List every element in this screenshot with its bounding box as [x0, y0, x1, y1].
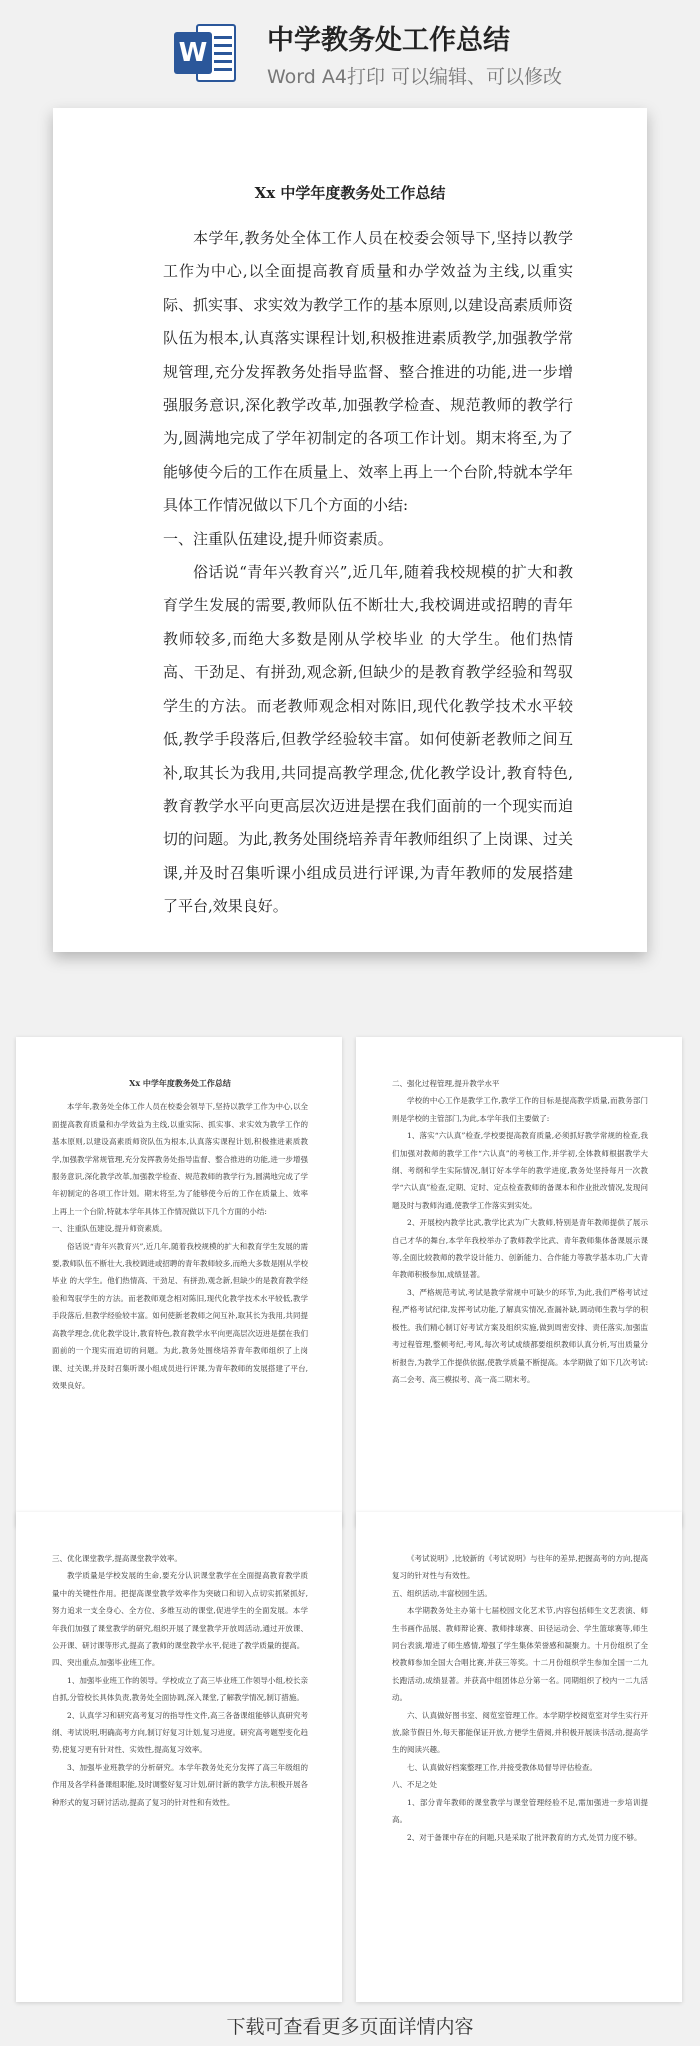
thumbnail-paragraph: 六、认真做好图书室、阅览室管理工作。本学期学校阅览室对学生实行开放,除节假日外,每天都能保证开放,方便学生借阅,并积极开展读书活动,提高学生的阅读兴趣。: [392, 1710, 648, 1755]
document-subtitle: Word A4打印 可以编辑、可以修改: [267, 66, 563, 88]
thumbnail-paragraph: 1、部分青年教师的课堂教学与课堂管理经验不足,需加强进一步培训提高。: [392, 1797, 648, 1825]
body-paragraph: 本学年,教务处全体工作人员在校委会领导下,坚持以教学工作为中心,以全面提高教育质量和办学效益为主线,以重实际、抓实事、求实效为教学工作的基本原则,以建设高素质师资队伍为根本,认真落实课程计划,积极推进素质教学,加强教学常规管理,充分发挥教务处指导监督、整合推进的功能,进一步增强服务意识,深化教学改革,加强教学检查、规范教师的教学行为,圆满地完成了学年初制定的各项工作计划。期末将至,为了能够使今后的工作在质量上、效率上再上一个台阶,特就本学年具体工作情况做以下几个方面的小结:: [163, 229, 573, 515]
page-thumbnail-3[interactable]: [16, 1512, 342, 2002]
page-thumbnail-4[interactable]: [356, 1512, 682, 2002]
thumbnail-heading: 五、组织活动,丰富校园生活。: [392, 1588, 492, 1598]
thumbnail-paragraph: 2、对于备课中存在的问题,只是采取了批评教育的方式,处罚力度不够。: [407, 1832, 642, 1842]
page-thumbnail-2[interactable]: [356, 1037, 682, 1527]
thumbnail-paragraph: 教学质量是学校发展的生命,要充分认识课堂教学在全面提高教育教学质量中的关键性作用。把提高课堂教学效率作为突破口和切入点切实抓紧抓好,努力追求一支全身心、全方位、多维互动的课堂,促进学生的全面发展。本学年我们加强了课堂教学的研究,组织开展了课堂教学开放周活动,通过开放课、公开课、研讨课等形式,提高了教师的课堂教学水平,促进了教学质量的提高。: [52, 1571, 308, 1651]
page-thumbnail-1[interactable]: [16, 1037, 342, 1527]
page-title: Xx 中学年度教务处工作总结: [254, 184, 446, 202]
section-heading: 一、注重队伍建设,提升师资素质。: [163, 529, 393, 548]
thumbnail-body: [52, 1075, 308, 1394]
thumbnail-paragraph: 3、严格规范考试,考试是教学常规中可缺少的环节,为此,我们严格考试过程,严格考试纪律,发挥考试功能,了解真实情况,查漏补缺,调动师生教与学的积极性。我们精心制订好考试方案及组织实施,做到周密安排、责任落实,加强监考过程管理,整顿考纪,考风,每次考试成绩都要组织教师认真分析,写出质量分析报告,为教学工作提供依据,使教学质量不断提高。本学期做了如下几次考试:高二会考、高三模拟考、高一高二期末考。: [392, 1287, 648, 1384]
thumbnail-heading: 四、突出重点,加强毕业班工作。: [52, 1658, 160, 1668]
thumbnail-paragraph: 2、认真学习和研究高考复习的指导性文件,高三各备课组能够认真研究考纲、考试说明,明确高考方向,制订好复习计划,复习进度。研究高考题型变化趋势,使复习更有针对性、实效性,提高复习效率。: [52, 1710, 308, 1755]
thumbnail-paragraph: 3、加强毕业班教学的分析研究。本学年教务处充分发挥了高三年级组的作用及各学科备课组职能,及时调整好复习计划,研讨新的教学方法,积极开展各种形式的复习研讨活动,提高了复习的针对性和有效性。: [52, 1762, 308, 1807]
thumbnail-paragraph: 七、认真做好档案整理工作,并接受教体局督导评估检查。: [407, 1762, 597, 1772]
thumbnail-paragraph: 本学期教务处主办第十七届校园文化艺术节,内容包括师生文艺表演、师生书画作品展、教师辩论赛、教师排球赛、田径运动会、学生篮球赛等,师生同台表演,增进了师生感情,增强了学生集体荣誉感和凝聚力。十月份组织了全校教师参加全国大合唱比赛,并获三等奖。十二月份组织学生参加全国一二九长跑活动,成绩显著。并获高中组团体总分第一名。同期组织了校内一二九活动。: [392, 1606, 648, 1703]
thumbnail-body: [52, 1550, 308, 1811]
thumbnail-paragraph: 学校的中心工作是教学工作,教学工作的目标是提高教学质量,而教务部门则是学校的主管部门,为此,本学年我们主要做了:: [392, 1096, 648, 1123]
thumbnail-body: [392, 1550, 648, 1846]
thumbnail-paragraph: 《考试说明》,比较新的《考试说明》与往年的差异,把握高考的方向,提高复习的针对性与有效性。: [392, 1554, 648, 1581]
thumbnail-paragraph: 2、开展校内教学比武,教学比武为广大教师,特别是青年教师提供了展示自己才华的舞台,本学年我校举办了教师教学比武、青年教师集体备课展示课等,全面比较教师的教学设计能力、创新能力、合作能力等教学基本功,广大青年教师积极参加,成绩显著。: [392, 1218, 648, 1280]
thumbnail-title: Xx 中学年度教务处工作总结: [129, 1078, 231, 1088]
body-paragraph: 俗话说“青年兴教育兴”,近几年,随着我校规模的扩大和教育学生发展的需要,教师队伍不断壮大,我校调进或招聘的青年教师较多,而绝大多数是刚从学校毕业 的大学生。他们热情高、干劲足、有拼劲,观念新,但缺少的是教育教学经验和驾驭学生的方法。而老教师观念相对陈旧,现代化教学技术水平较低,教学手段落后,但教学经验较丰富。如何使新老教师之间互补,取其长为我用,共同提高教学理念,优化教学设计,教育特色,教育教学水平向更高层次迈进是摆在我们面前的一个现实而迫切的问题。为此,教务处围绕培养青年教师组织了上岗课、过关课,并及时召集听课小组成员进行评课,为青年教师的发展搭建了平台,效果良好。: [163, 563, 573, 916]
thumbnail-heading: 二、强化过程管理,提升教学水平: [392, 1079, 500, 1088]
document-title: 中学教务处工作总结: [267, 25, 510, 56]
thumbnail-heading: 八、不足之处: [392, 1780, 437, 1790]
word-doc-icon: [174, 20, 238, 88]
document-header: [0, 0, 700, 100]
main-document-page: [53, 108, 647, 952]
thumbnail-heading: 三、优化课堂教学,提高课堂教学效率。: [52, 1554, 182, 1563]
thumbnail-heading: 一、注重队伍建设,提升师资素质。: [52, 1224, 167, 1234]
thumbnail-paragraph: 1、加强毕业班工作的领导。学校成立了高三毕业班工作领导小组,校长亲自抓,分管校长具体负责,教务处全面协调,深入课堂,了解教学情况,制订措施。: [52, 1675, 308, 1703]
thumbnail-body: [392, 1075, 648, 1388]
word-letter-badge: W: [174, 32, 212, 74]
thumbnail-paragraph: 俗话说“青年兴教育兴”,近几年,随着我校规模的扩大和教育学生发展的需要,教师队伍不断壮大,我校调进或招聘的青年教师较多,而绝大多数是刚从学校毕业 的大学生。他们热情高、干劲足、有拼劲,观念新,但缺少的是教育教学经验和驾驭学生的方法。而老教师观念相对陈旧,现代化教学技术水平较低,教学手段落后,但教学经验较丰富。如何使新老教师之间互补,取其长为我用,共同提高教学理念,优化教学设计,教育特色,教育教学水平向更高层次迈进是摆在我们面前的一个现实而迫切的问题。为此,教务处围绕培养青年教师组织了上岗课、过关课,并及时召集听课小组成员进行评课,为青年教师的发展搭建了平台,效果良好。: [52, 1241, 308, 1390]
thumbnail-paragraph: 1、落实“六认真”检查,学校要提高教育质量,必须抓好教学常规的检查,我们加强对教师的教学工作“六认真”的考核工作,并学初,全体教师根据教学大纲、考纲和学生实际情况,制订好本学年的教学进度,教务处坚持每月一次教学“六认真”检查,定期、定时、定点检查教师的备课本和作业批改情况,发现问题及时与教师沟通,使教学工作落实到实处。: [392, 1131, 648, 1210]
page-body: [163, 222, 573, 924]
thumbnail-paragraph: 本学年,教务处全体工作人员在校委会领导下,坚持以教学工作为中心,以全面提高教育质量和办学效益为主线,以重实际、抓实事、求实效为教学工作的基本原则,以建设高素质师资队伍为根本,认真落实课程计划,积极推进素质教学,加强教学常规管理,充分发挥教务处指导监督、整合推进的功能,进一步增强服务意识,深化教学改革,加强教学检查、规范教师的教学行为,圆满地完成了学年初制定的各项工作计划。期末将至,为了能够使今后的工作在质量上、效率上再上一个台阶,特就本学年具体工作情况做以下几个方面的小结:: [52, 1102, 308, 1216]
download-more-link[interactable]: 下载可查看更多页面详情内容: [226, 2016, 474, 2038]
